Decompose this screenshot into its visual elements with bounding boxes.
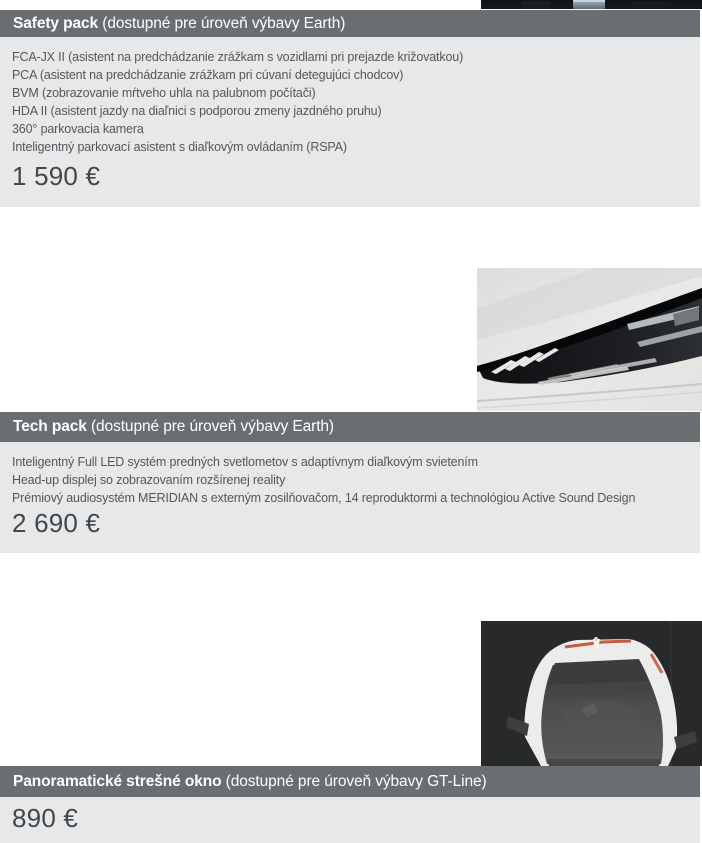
panoramic-roof-graphic (481, 621, 702, 766)
safety-pack-availability: (dostupné pre úroveň výbavy Earth) (98, 14, 346, 32)
panoramic-sunroof-body (0, 797, 700, 843)
panoramic-sunroof-header-bar (0, 766, 700, 797)
feature-fca: FCA-JX II (asistent na predchádzanie zrážkam s vozidlami pri prejazde križovatkou) (12, 50, 464, 64)
panoramic-roof-photo (481, 621, 702, 766)
led-headlight-photo (477, 268, 702, 411)
led-headlight-graphic (477, 268, 702, 411)
feature-hda: HDA II (asistent jazdy na diaľnici s podporou zmeny jazdného pruhu) (12, 104, 382, 118)
safety-pack-header-bar (0, 10, 700, 37)
tech-pack-title: Tech pack (13, 418, 87, 435)
feature-rspa: Inteligentný parkovací asistent s diaľkovým ovládaním (RSPA) (12, 140, 347, 154)
safety-pack-price: 1 590 € (12, 161, 101, 191)
feature-bvm: BVM (zobrazovanie mŕtveho uhla na palubnom počítači) (12, 86, 316, 100)
feature-meridian: Prémiový audiosystém MERIDIAN s externým zosilňovačom, 14 reproduktormi a technológiou Active Sound Design (12, 491, 636, 505)
tech-pack-price: 2 690 € (12, 508, 101, 538)
cropped-photo-edge (481, 0, 702, 9)
panoramic-sunroof-price: 890 € (12, 803, 79, 833)
tech-pack-feature-list (12, 453, 635, 507)
safety-pack-feature-list (12, 48, 463, 156)
safety-pack-body (0, 37, 700, 207)
tech-pack-body (0, 442, 700, 553)
safety-pack-title: Safety pack (13, 14, 99, 32)
panoramic-sunroof-title: Panoramatické strešné okno (13, 772, 222, 790)
panoramic-sunroof-availability: (dostupné pre úroveň výbavy GT-Line) (221, 772, 487, 790)
feature-camera-360: 360° parkovacia kamera (12, 122, 144, 136)
feature-led: Inteligentný Full LED systém predných svetlometov s adaptívnym diaľkovým svietením (12, 455, 478, 469)
feature-hud: Head-up displej so zobrazovaním rozšírenej reality (12, 473, 286, 487)
tech-pack-availability: (dostupné pre úroveň výbavy Earth) (86, 418, 334, 435)
feature-pca: PCA (asistent na predchádzanie zrážkam pri cúvaní detegujúci chodcov) (12, 68, 404, 82)
tech-pack-header-bar (0, 412, 700, 442)
cropped-photo-edge-graphic (481, 0, 702, 9)
